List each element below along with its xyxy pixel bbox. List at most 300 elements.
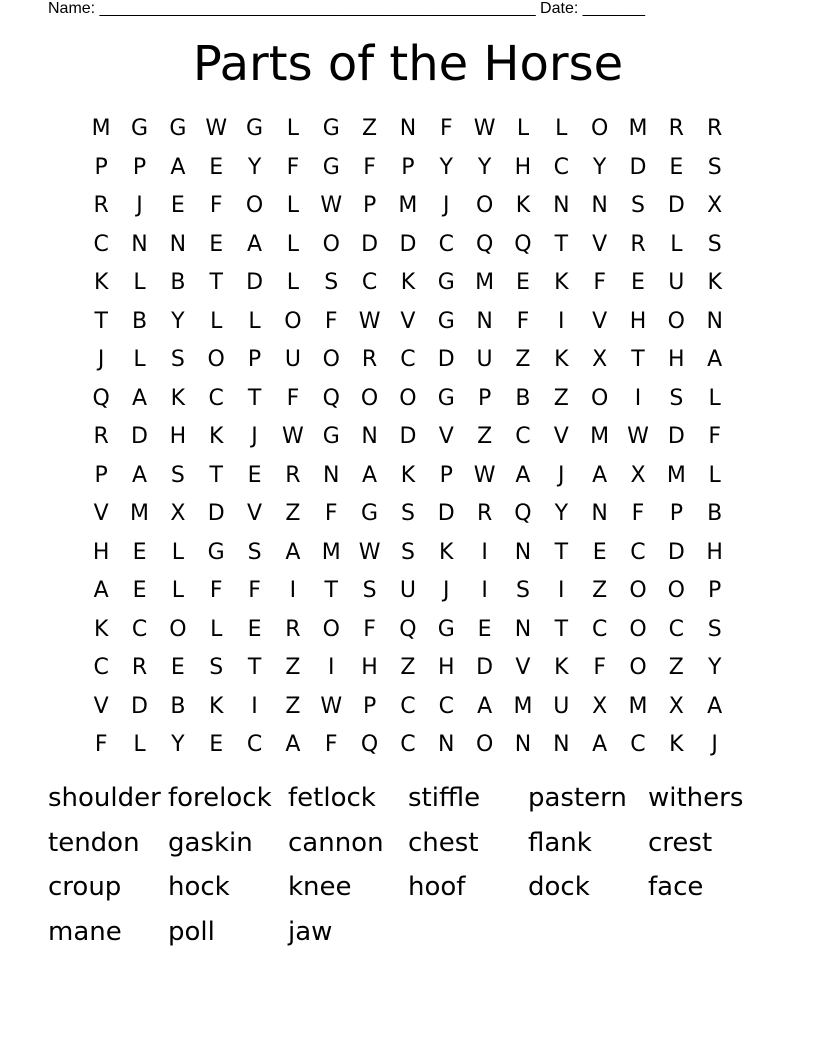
grid-letter: L — [555, 116, 568, 142]
grid-letter: O — [590, 116, 609, 142]
grid-letter: R — [707, 116, 723, 142]
grid-letter: R — [630, 231, 646, 257]
word-bank-item: stiffle — [408, 783, 481, 813]
grid-letter: A — [93, 578, 109, 604]
grid-letter: I — [558, 578, 565, 604]
grid-letter: L — [286, 231, 300, 257]
grid-letter: D — [476, 655, 494, 681]
word-bank-item: cannon — [288, 827, 384, 858]
grid-letter: O — [475, 732, 494, 758]
grid-letter: I — [481, 539, 488, 565]
grid-letter: O — [475, 193, 494, 219]
grid-letter: I — [558, 308, 565, 334]
grid-row — [82, 534, 734, 573]
grid-letter: M — [628, 693, 648, 719]
grid-letter: R — [361, 347, 378, 373]
grid-letter: E — [132, 578, 147, 604]
grid-letter: N — [399, 116, 417, 142]
grid-row — [82, 341, 734, 380]
grid-letter: K — [707, 270, 722, 296]
grid-letter: Z — [515, 347, 531, 373]
grid-letter: C — [668, 616, 685, 642]
grid-letter: F — [631, 501, 645, 527]
grid-letter: O — [629, 578, 647, 604]
grid-letter: Z — [285, 693, 301, 719]
grid-letter: W — [473, 462, 496, 488]
grid-letter: I — [251, 693, 258, 719]
word-bank-item: fetlock — [288, 783, 376, 813]
grid-letter: Z — [285, 501, 301, 527]
grid-letter: N — [476, 308, 493, 334]
grid-letter: L — [708, 385, 721, 411]
grid-letter: Q — [475, 231, 494, 257]
grid-letter: P — [132, 154, 147, 180]
grid-letter: Q — [360, 732, 379, 758]
grid-letter: Z — [553, 385, 569, 411]
grid-row — [82, 457, 734, 496]
word-bank — [48, 778, 768, 957]
word-bank-item: knee — [288, 872, 352, 903]
grid-letter: L — [210, 308, 223, 334]
grid-letter: O — [399, 385, 417, 411]
grid-letter: E — [247, 616, 262, 642]
grid-letter: A — [362, 462, 378, 488]
grid-letter: N — [323, 462, 340, 488]
grid-letter: J — [136, 193, 143, 219]
grid-letter: M — [475, 270, 495, 296]
grid-letter: M — [398, 193, 418, 219]
grid-letter: A — [707, 693, 723, 719]
grid-letter: U — [399, 578, 416, 604]
grid-letter: D — [629, 154, 647, 180]
word-bank-item: poll — [168, 917, 215, 948]
grid-letter: O — [322, 616, 340, 642]
grid-letter: J — [443, 578, 450, 604]
word-bank-item: dock — [528, 872, 590, 903]
grid-letter: F — [516, 308, 530, 334]
grid-letter: N — [169, 231, 187, 257]
grid-letter: Y — [439, 154, 453, 180]
grid-letter: N — [131, 231, 148, 257]
grid-letter: C — [438, 231, 454, 257]
grid-letter: L — [708, 462, 721, 488]
grid-letter: F — [363, 616, 376, 642]
word-bank-item: withers — [648, 783, 744, 813]
grid-letter: E — [170, 193, 185, 219]
word-bank-item: flank — [528, 827, 592, 858]
grid-letter: F — [248, 578, 261, 604]
grid-letter: P — [401, 154, 415, 180]
grid-letter: S — [324, 270, 339, 296]
grid-letter: T — [554, 539, 569, 565]
word-bank-item: gaskin — [168, 827, 253, 858]
grid-letter: A — [592, 732, 608, 758]
grid-letter: G — [437, 270, 455, 296]
grid-letter: G — [322, 424, 340, 450]
grid-letter: X — [170, 501, 186, 527]
grid-letter: F — [286, 385, 300, 411]
grid-letter: Y — [171, 308, 185, 334]
grid-letter: O — [284, 308, 302, 334]
grid-letter: S — [400, 501, 415, 527]
grid-letter: D — [437, 501, 455, 527]
grid-letter: Q — [399, 616, 417, 642]
grid-letter: S — [707, 231, 722, 257]
grid-row — [82, 380, 734, 419]
word-bank-item: tendon — [48, 827, 140, 858]
grid-letter: M — [666, 462, 686, 488]
grid-letter: H — [629, 308, 647, 334]
grid-letter: G — [169, 116, 187, 142]
grid-letter: C — [400, 732, 416, 758]
grid-letter: M — [91, 116, 111, 142]
grid-letter: C — [630, 539, 646, 565]
grid-letter: W — [358, 308, 381, 334]
grid-letter: T — [554, 231, 569, 257]
grid-letter: J — [711, 732, 718, 758]
grid-letter: F — [286, 154, 300, 180]
grid-letter: L — [210, 616, 223, 642]
grid-letter: K — [515, 193, 531, 219]
word-bank-item: face — [648, 872, 704, 903]
grid-letter: E — [516, 270, 530, 296]
grid-letter: F — [324, 732, 338, 758]
grid-letter: E — [132, 539, 147, 565]
grid-letter: R — [668, 116, 684, 142]
grid-letter: K — [400, 270, 416, 296]
grid-letter: Y — [171, 732, 185, 758]
grid-letter: F — [593, 270, 606, 296]
grid-letter: H — [92, 539, 110, 565]
grid-letter: Y — [592, 154, 607, 180]
grid-letter: H — [668, 347, 685, 373]
grid-letter: T — [209, 462, 223, 488]
grid-letter: Z — [285, 655, 301, 681]
grid-letter: A — [131, 462, 148, 488]
grid-letter: X — [592, 693, 608, 719]
grid-letter: E — [247, 462, 262, 488]
grid-letter: M — [590, 424, 610, 450]
grid-letter: P — [708, 578, 722, 604]
grid-letter: V — [247, 501, 263, 527]
grid-letter: H — [169, 424, 187, 450]
grid-letter: C — [131, 616, 148, 642]
grid-letter: O — [322, 231, 340, 257]
grid-letter: Q — [514, 231, 532, 257]
grid-letter: R — [285, 616, 301, 642]
grid-letter: D — [399, 231, 417, 257]
grid-letter: D — [361, 231, 379, 257]
grid-letter: J — [443, 193, 450, 219]
grid-letter: F — [324, 308, 338, 334]
grid-letter: T — [631, 347, 645, 373]
grid-row — [82, 110, 734, 149]
grid-letter: U — [476, 347, 493, 373]
grid-letter: I — [481, 578, 488, 604]
grid-letter: I — [634, 385, 642, 411]
grid-letter: E — [170, 655, 185, 681]
grid-letter: C — [400, 693, 416, 719]
grid-letter: C — [93, 655, 109, 681]
grid-letter: D — [399, 424, 417, 450]
grid-letter: A — [247, 231, 263, 257]
grid-letter: E — [631, 270, 645, 296]
grid-letter: K — [93, 270, 109, 296]
word-bank-item: shoulder — [48, 783, 161, 813]
grid-letter: H — [706, 539, 723, 565]
grid-letter: T — [324, 578, 338, 604]
grid-letter: S — [362, 578, 377, 604]
grid-letter: M — [130, 501, 149, 527]
grid-letter: Y — [554, 501, 569, 527]
grid-letter: D — [437, 347, 455, 373]
grid-letter: R — [93, 193, 109, 219]
grid-letter: F — [593, 655, 606, 681]
grid-letter: N — [553, 193, 570, 219]
grid-letter: A — [515, 462, 531, 488]
grid-letter: S — [170, 347, 185, 373]
grid-letter: N — [361, 424, 378, 450]
grid-letter: H — [514, 154, 532, 180]
grid-letter: E — [669, 154, 684, 180]
grid-letter: F — [363, 154, 376, 180]
grid-letter: F — [209, 578, 223, 604]
grid-letter: L — [286, 270, 300, 296]
grid-letter: W — [473, 116, 496, 142]
word-bank-item: forelock — [168, 783, 272, 813]
grid-letter: T — [247, 385, 262, 411]
grid-letter: Z — [668, 655, 684, 681]
grid-letter: O — [207, 347, 225, 373]
grid-letter: N — [591, 193, 608, 219]
grid-letter: G — [437, 385, 455, 411]
grid-letter: K — [554, 347, 569, 373]
grid-letter: K — [170, 385, 186, 411]
grid-letter: C — [553, 154, 569, 180]
word-bank-item: pastern — [528, 783, 627, 813]
grid-letter: K — [208, 424, 224, 450]
grid-letter: B — [515, 385, 531, 411]
grid-letter: C — [400, 347, 416, 373]
grid-letter: S — [209, 655, 224, 681]
grid-letter: L — [286, 116, 300, 142]
grid-row — [82, 149, 734, 188]
grid-letter: B — [170, 270, 186, 296]
grid-row — [82, 649, 734, 688]
grid-letter: O — [629, 655, 647, 681]
grid-letter: K — [400, 462, 416, 488]
grid-letter: P — [94, 154, 108, 180]
grid-letter: W — [320, 693, 343, 719]
name-date-line: Name: _________________________________________________ Date: _______ — [48, 0, 646, 17]
grid-letter: W — [320, 193, 343, 219]
grid-letter: D — [246, 270, 264, 296]
grid-letter: V — [592, 308, 608, 334]
grid-letter: E — [209, 154, 224, 180]
grid-letter: L — [516, 116, 530, 142]
grid-row — [82, 418, 734, 457]
grid-letter: T — [247, 655, 262, 681]
grid-letter: F — [708, 424, 721, 450]
grid-letter: D — [667, 424, 685, 450]
grid-letter: S — [515, 578, 530, 604]
grid-letter: N — [553, 732, 570, 758]
grid-letter: T — [94, 308, 108, 334]
grid-row — [82, 726, 734, 765]
grid-row — [82, 572, 734, 611]
grid-letter: E — [209, 732, 224, 758]
grid-letter: W — [358, 539, 381, 565]
grid-letter: W — [205, 116, 228, 142]
grid-letter: K — [208, 693, 224, 719]
grid-letter: S — [669, 385, 684, 411]
grid-row — [82, 303, 734, 342]
grid-letter: R — [131, 655, 148, 681]
word-bank-item: jaw — [288, 917, 333, 948]
grid-letter: O — [169, 616, 187, 642]
grid-letter: J — [251, 424, 258, 450]
grid-letter: P — [247, 347, 262, 373]
word-bank-item: croup — [48, 872, 122, 903]
grid-letter: P — [362, 693, 377, 719]
grid-letter: L — [133, 347, 146, 373]
word-bank-item: crest — [648, 827, 713, 858]
word-bank-item: hock — [168, 872, 230, 903]
grid-letter: I — [289, 578, 297, 604]
grid-letter: F — [209, 193, 223, 219]
grid-letter: O — [667, 308, 685, 334]
grid-letter: A — [285, 539, 301, 565]
grid-letter: U — [553, 693, 570, 719]
grid-letter: Z — [400, 655, 416, 681]
grid-letter: T — [209, 270, 223, 296]
grid-letter: L — [248, 308, 261, 334]
grid-letter: L — [133, 270, 146, 296]
grid-letter: B — [707, 501, 723, 527]
grid-letter: B — [170, 693, 186, 719]
grid-row — [82, 688, 734, 727]
grid-letter: S — [631, 193, 645, 219]
grid-letter: D — [667, 539, 685, 565]
grid-letter: W — [282, 424, 304, 450]
grid-letter: L — [171, 539, 184, 565]
grid-letter: B — [131, 308, 148, 334]
grid-letter: N — [514, 616, 532, 642]
grid-letter: P — [439, 462, 453, 488]
grid-row — [82, 187, 734, 226]
grid-letter: O — [629, 616, 647, 642]
grid-letter: T — [554, 616, 569, 642]
grid-letter: Z — [477, 424, 493, 450]
grid-letter: A — [477, 693, 493, 719]
grid-letter: P — [362, 193, 377, 219]
word-bank-item: mane — [48, 917, 122, 948]
grid-letter: R — [476, 501, 493, 527]
grid-row — [82, 611, 734, 650]
grid-letter: G — [437, 308, 455, 334]
grid-letter: M — [513, 693, 533, 719]
grid-letter: Z — [362, 116, 378, 142]
grid-letter: V — [592, 231, 608, 257]
page-title: Parts of the Horse — [192, 36, 624, 92]
grid-letter: N — [514, 539, 532, 565]
grid-letter: S — [170, 462, 185, 488]
grid-letter: I — [327, 655, 335, 681]
grid-letter: C — [630, 732, 646, 758]
grid-letter: V — [438, 424, 454, 450]
grid-letter: V — [400, 308, 416, 334]
grid-letter: S — [247, 539, 262, 565]
grid-letter: H — [437, 655, 455, 681]
grid-letter: X — [668, 693, 684, 719]
grid-letter: N — [706, 308, 723, 334]
grid-letter: N — [591, 501, 608, 527]
grid-letter: L — [670, 231, 683, 257]
grid-letter: N — [514, 732, 532, 758]
grid-letter: K — [93, 616, 109, 642]
grid-letter: P — [477, 385, 492, 411]
grid-letter: C — [361, 270, 378, 296]
grid-letter: O — [322, 347, 340, 373]
word-bank-item: chest — [408, 827, 479, 858]
letter-grid — [82, 110, 734, 765]
grid-letter: O — [245, 193, 264, 219]
grid-letter: W — [627, 424, 649, 450]
grid-letter: Q — [322, 385, 340, 411]
grid-letter: L — [171, 578, 184, 604]
grid-letter: X — [592, 347, 608, 373]
grid-letter: M — [321, 539, 341, 565]
grid-row — [82, 495, 734, 534]
grid-letter: O — [590, 385, 609, 411]
grid-letter: U — [668, 270, 685, 296]
grid-letter: G — [246, 116, 264, 142]
grid-letter: Y — [707, 655, 722, 681]
word-bank-item: hoof — [408, 872, 466, 903]
grid-letter: A — [131, 385, 148, 411]
grid-row — [82, 226, 734, 265]
grid-letter: C — [208, 385, 224, 411]
grid-letter: E — [209, 231, 224, 257]
grid-letter: J — [558, 462, 565, 488]
grid-letter: K — [554, 270, 569, 296]
grid-letter: S — [400, 539, 415, 565]
grid-letter: H — [361, 655, 378, 681]
grid-letter: A — [592, 462, 608, 488]
grid-letter: M — [628, 116, 648, 142]
grid-letter: O — [360, 385, 379, 411]
grid-letter: X — [707, 193, 723, 219]
grid-letter: K — [554, 655, 569, 681]
grid-letter: G — [130, 116, 149, 142]
grid-letter: Z — [592, 578, 608, 604]
grid-letter: C — [93, 231, 109, 257]
grid-letter: D — [667, 193, 685, 219]
grid-letter: F — [439, 116, 453, 142]
grid-letter: C — [246, 732, 263, 758]
grid-letter: C — [515, 424, 531, 450]
grid-letter: V — [93, 501, 109, 527]
grid-letter: P — [669, 501, 683, 527]
grid-row — [82, 264, 734, 303]
grid-letter: L — [286, 193, 300, 219]
grid-letter: Y — [477, 154, 492, 180]
grid-letter: A — [285, 732, 301, 758]
grid-letter: L — [133, 732, 146, 758]
grid-letter: D — [207, 501, 225, 527]
grid-letter: K — [669, 732, 684, 758]
grid-letter: V — [515, 655, 531, 681]
